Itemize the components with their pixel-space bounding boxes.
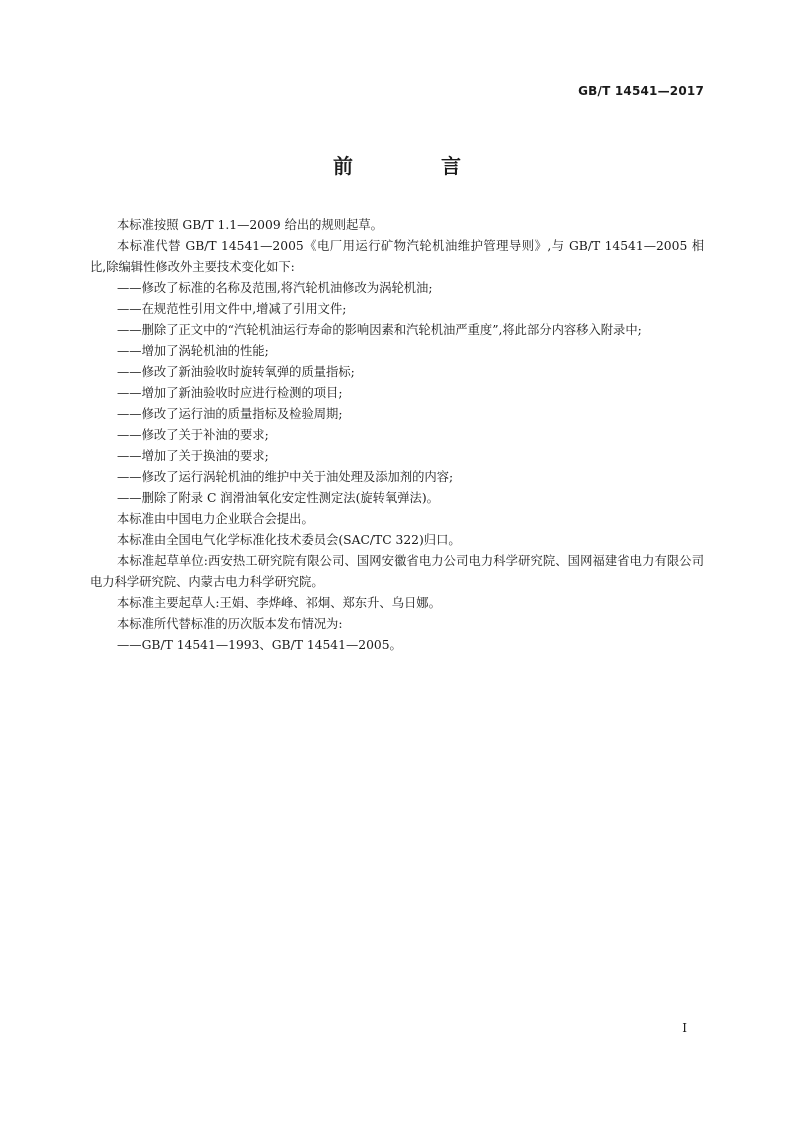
- change-list-item: ——增加了涡轮机油的性能;: [117, 344, 269, 358]
- change-list-item: ——在规范性引用文件中,增减了引用文件;: [117, 302, 347, 316]
- change-list-item: ——修改了关于补油的要求;: [117, 428, 269, 442]
- paragraph: 本标准由全国电气化学标准化技术委员会(SAC/TC 322)归口。: [117, 533, 461, 547]
- change-list-item: ——删除了附录 C 润滑油氧化安定性测定法(旋转氧弹法)。: [117, 491, 439, 505]
- paragraph: 本标准起草单位:西安热工研究院有限公司、国网安徽省电力公司电力科学研究院、国网福建省电力有限公司电力科学研究院、内蒙古电力科学研究院。: [90, 554, 704, 589]
- paragraph: 本标准由中国电力企业联合会提出。: [117, 512, 314, 526]
- change-list-item: ——修改了运行涡轮机油的维护中关于油处理及添加剂的内容;: [117, 470, 454, 484]
- change-list-item: ——删除了正文中的“汽轮机油运行寿命的影响因素和汽轮机油严重度”,将此部分内容移入附录中;: [117, 323, 642, 337]
- change-list-item: ——修改了运行油的质量指标及检验周期;: [117, 407, 343, 421]
- paragraph: 本标准所代替标准的历次版本发布情况为:: [117, 617, 343, 631]
- page-title: 前 言: [333, 154, 495, 178]
- change-list-item: ——修改了新油验收时旋转氧弹的质量指标;: [117, 365, 355, 379]
- foreword-body: [90, 215, 704, 656]
- standard-code: GB/T 14541—2017: [578, 84, 704, 98]
- change-list-item: ——增加了关于换油的要求;: [117, 449, 269, 463]
- paragraph: 本标准代替 GB/T 14541—2005《电厂用运行矿物汽轮机油维护管理导则》,与 GB/T 14541—2005 相比,除编辑性修改外主要技术变化如下:: [90, 239, 704, 274]
- change-list-item: ——修改了标准的名称及范围,将汽轮机油修改为涡轮机油;: [117, 281, 433, 295]
- paragraph: 本标准按照 GB/T 1.1—2009 给出的规则起草。: [117, 218, 383, 232]
- paragraph: 本标准主要起草人:王娟、李烨峰、祁炯、郑东升、乌日娜。: [117, 596, 441, 610]
- paragraph: ——GB/T 14541—1993、GB/T 14541—2005。: [117, 638, 402, 652]
- page-number: I: [682, 1021, 687, 1035]
- change-list-item: ——增加了新油验收时应进行检测的项目;: [117, 386, 343, 400]
